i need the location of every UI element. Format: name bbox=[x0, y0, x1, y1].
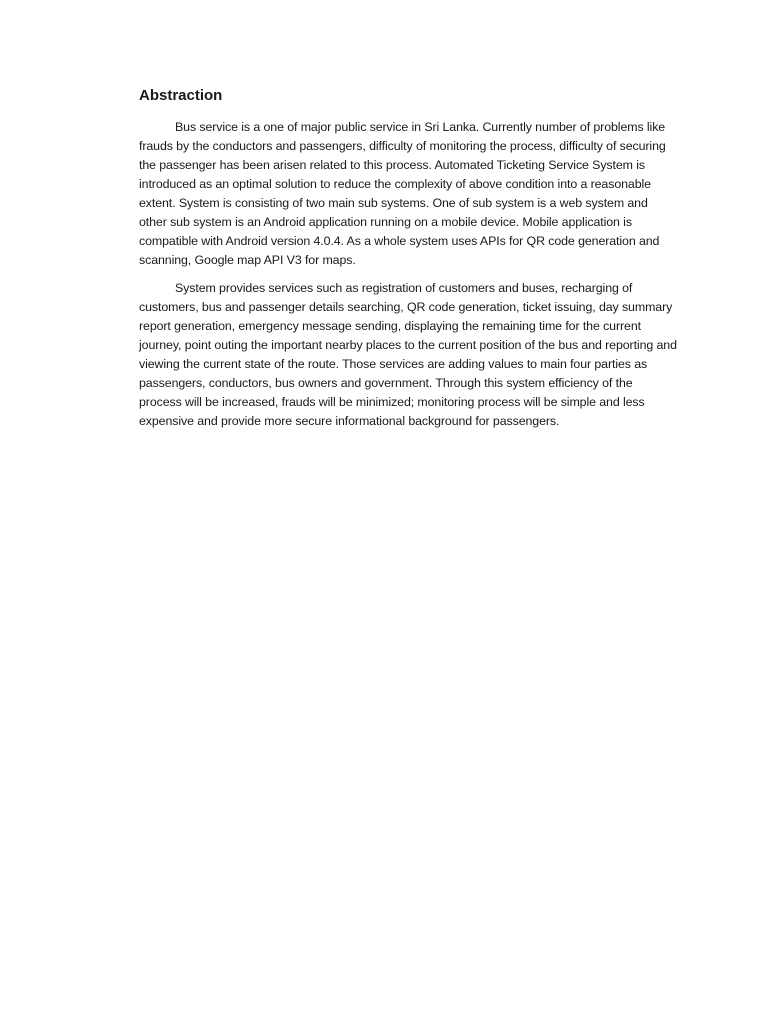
document-body bbox=[139, 86, 677, 440]
abstract-paragraph-1: Bus service is a one of major public service in Sri Lanka. Currently number of problems like frauds by the conductors and passengers, difficulty of monitoring the process, difficulty of securing the passenger has been arisen related to this process. Automated Ticketing Service System is introduced as an optimal solution to reduce the complexity of above condition into a reasonable extent. System is consisting of two main sub systems. One of sub system is a web system and other sub system is an Android application running on a mobile device. Mobile application is compatible with Android version 4.0.4. As a whole system uses APIs for QR code generation and scanning, Google map API V3 for maps. bbox=[139, 120, 666, 267]
abstract-paragraph-2: System provides services such as registration of customers and buses, recharging of customers, bus and passenger details searching, QR code generation, ticket issuing, day summary report generation, emergency message sending, displaying the remaining time for the current journey, point outing the important nearby places to the current position of the bus and reporting and viewing the current state of the route. Those services are adding values to main four parties as passengers, conductors, bus owners and government. Through this system efficiency of the process will be increased, frauds will be minimized; monitoring process will be simple and less expensive and provide more secure informational background for passengers. bbox=[139, 281, 677, 428]
section-heading: Abstraction bbox=[139, 87, 223, 104]
